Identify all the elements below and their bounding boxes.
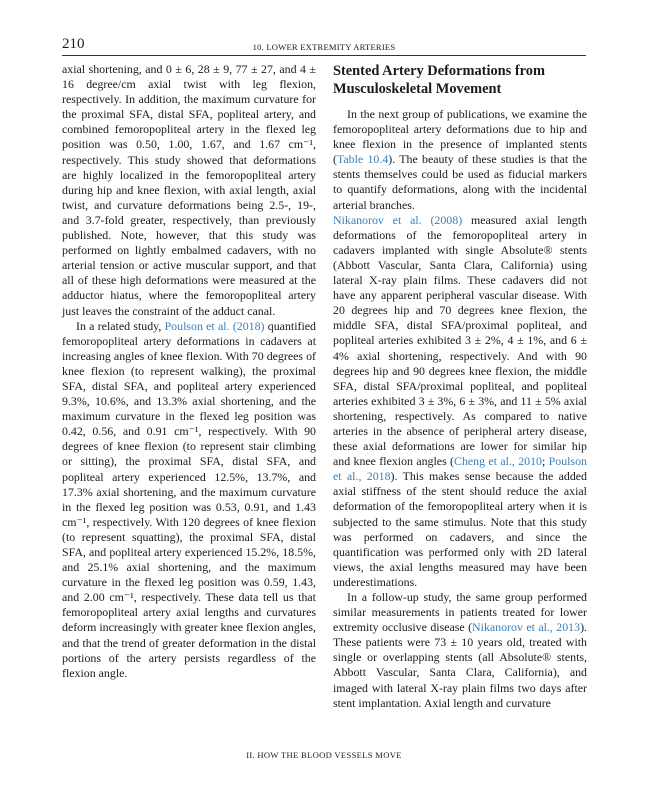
body-text: ). This makes sense because the added axial stiffness of the stent should reduce the axial deformation of the femoropopliteal artery when it is subjected to the same stimulus. Note that this study was performed on cadavers, and since the quantification was performed only with 2D lateral views, the axial lengths measured may have been underestimations. xyxy=(333,469,587,589)
left-column xyxy=(62,62,316,681)
header-rule xyxy=(62,55,586,56)
citation-link[interactable]: Table 10.4 xyxy=(336,152,389,167)
body-text: quantified femoropopliteal artery deformations in cadavers at increasing angles of knee flexion. With 70 degrees of knee flexion (to represent walking), the proximal SFA, distal SFA, and popliteal artery experienced 9.3%, 10.6%, and 13.3% axial shortening, and the maximum curvature in the flexed leg position was 0.42, 0.56, and 0.91 cm⁻¹, respectively. With 90 degrees of knee flexion (to represent stair climbing or sitting), the proximal SFA, distal SFA, and popliteal artery experienced 12.5%, 13.7%, and 17.3% axial shortening, and the maximum curvature in the flexed leg position was 0.53, 0.91, and 1.43 cm⁻¹, respectively. With 120 degrees of knee flexion (to represent squatting), the proximal SFA, distal SFA, and popliteal artery experienced 15.2%, 18.5%, and 25.1% axial shortening, and the maximum curvature in the flexed leg position was 0.59, 1.43, and 2.00 cm⁻¹, respectively. These data tell us that femoropopliteal artery axial lengths and curvatures deform increasingly with greater knee flexion angles, and that the trend of greater deformation in the distal portions of the artery persists regardless of the flexion angle. xyxy=(62,318,316,680)
citation-link[interactable]: Cheng et al., 2010 xyxy=(454,454,543,469)
body-text: measured axial length deformations of the femoropopliteal artery in cadavers implanted with single Absolute® stents (Abbott Vascular, Santa Clara, California) using lateral X-ray plain films. These cadavers did not have any apparent peripheral vascular disease. With 20 degrees hip and 70 degrees knee flexion, the middle SFA, distal SFA/proximal popliteal, and popliteal arteries exhibited 3 ± 2%, 4 ± 1%, and 6 ± 4% axial shortening, respectively. And with 90 degrees hip and 90 degrees knee flexion, the middle SFA, distal SFA/proximal popliteal, and popliteal arteries exhibited 3 ± 3%, 6 ± 3%, and 11 ± 5% axial shortening, respectively. As compared to native arteries in the absence of peripheral artery disease, these axial deformations are lower for similar hip and knee flexion angles ( xyxy=(333,212,588,469)
citation-link[interactable]: Poulson et al. (2018) xyxy=(164,318,265,333)
body-text: ). These patients were 73 ± 10 years old, treated with single or overlapping stents (all Absolute® stents, Abbott Vascular, Santa Clara, California), and imaged with lateral X-ray plain films two days after stent implantation. Axial length and curvature xyxy=(333,620,587,710)
running-header: 10. LOWER EXTREMITY ARTERIES xyxy=(252,42,396,52)
body-text: In a follow-up study, the same group performed similar measurements in patients treated for lower extremity occlusive disease ( xyxy=(333,590,587,635)
paragraph xyxy=(333,213,587,590)
body-text: ). The beauty of these studies is that the stents themselves could be used as fiducial markers to quantify deformations, along with the incidental arterial branches. xyxy=(333,152,587,212)
citation-link[interactable]: Poulson et al., 2018 xyxy=(333,454,587,484)
body-text: In the next group of publications, we examine the femoropopliteal artery deformations due to hip and knee flexion in the presence of implanted stents ( xyxy=(333,107,587,167)
section-heading: Stented Artery Deformations from Musculoskeletal Movement xyxy=(333,63,545,97)
paragraph xyxy=(62,62,316,319)
citation-link[interactable]: Nikanorov et al., 2013 xyxy=(472,620,581,635)
running-footer: II. HOW THE BLOOD VESSELS MOVE xyxy=(246,750,402,760)
paragraph xyxy=(62,319,316,681)
paragraph xyxy=(333,590,587,711)
body-text: axial shortening, and 0 ± 6, 28 ± 9, 77 ± 27, and 4 ± 16 degree/cm axial twist with leg flexion, respectively. In addition, the maximum curvature for the proximal SFA, distal SFA, popliteal artery, and combined femoropopliteal artery in the flexed leg position was 0.50, 1.00, 1.67, and 1.67 cm⁻¹, respectively. This study showed that deformations are highly localized in the femoropopliteal artery during hip and knee flexion, with axial length, axial twist, and curvature deformations being 2.5-, 19-, and 3.7-fold greater, respectively, than previously published. Note, however, that this study was performed on lightly embalmed cadavers, with no arterial tension or active muscular support, and that all of these high deformations were measured at the adductor hiatus, where the femoropopliteal artery just leaves the constraint of the adduct canal. xyxy=(62,62,316,318)
paragraph xyxy=(333,107,587,213)
body-text: In a related study, xyxy=(76,318,165,333)
body-text: ; xyxy=(542,454,549,469)
right-column xyxy=(333,62,587,711)
page-number: 210 xyxy=(62,36,85,52)
citation-link[interactable]: Nikanorov et al. (2008) xyxy=(333,212,463,227)
